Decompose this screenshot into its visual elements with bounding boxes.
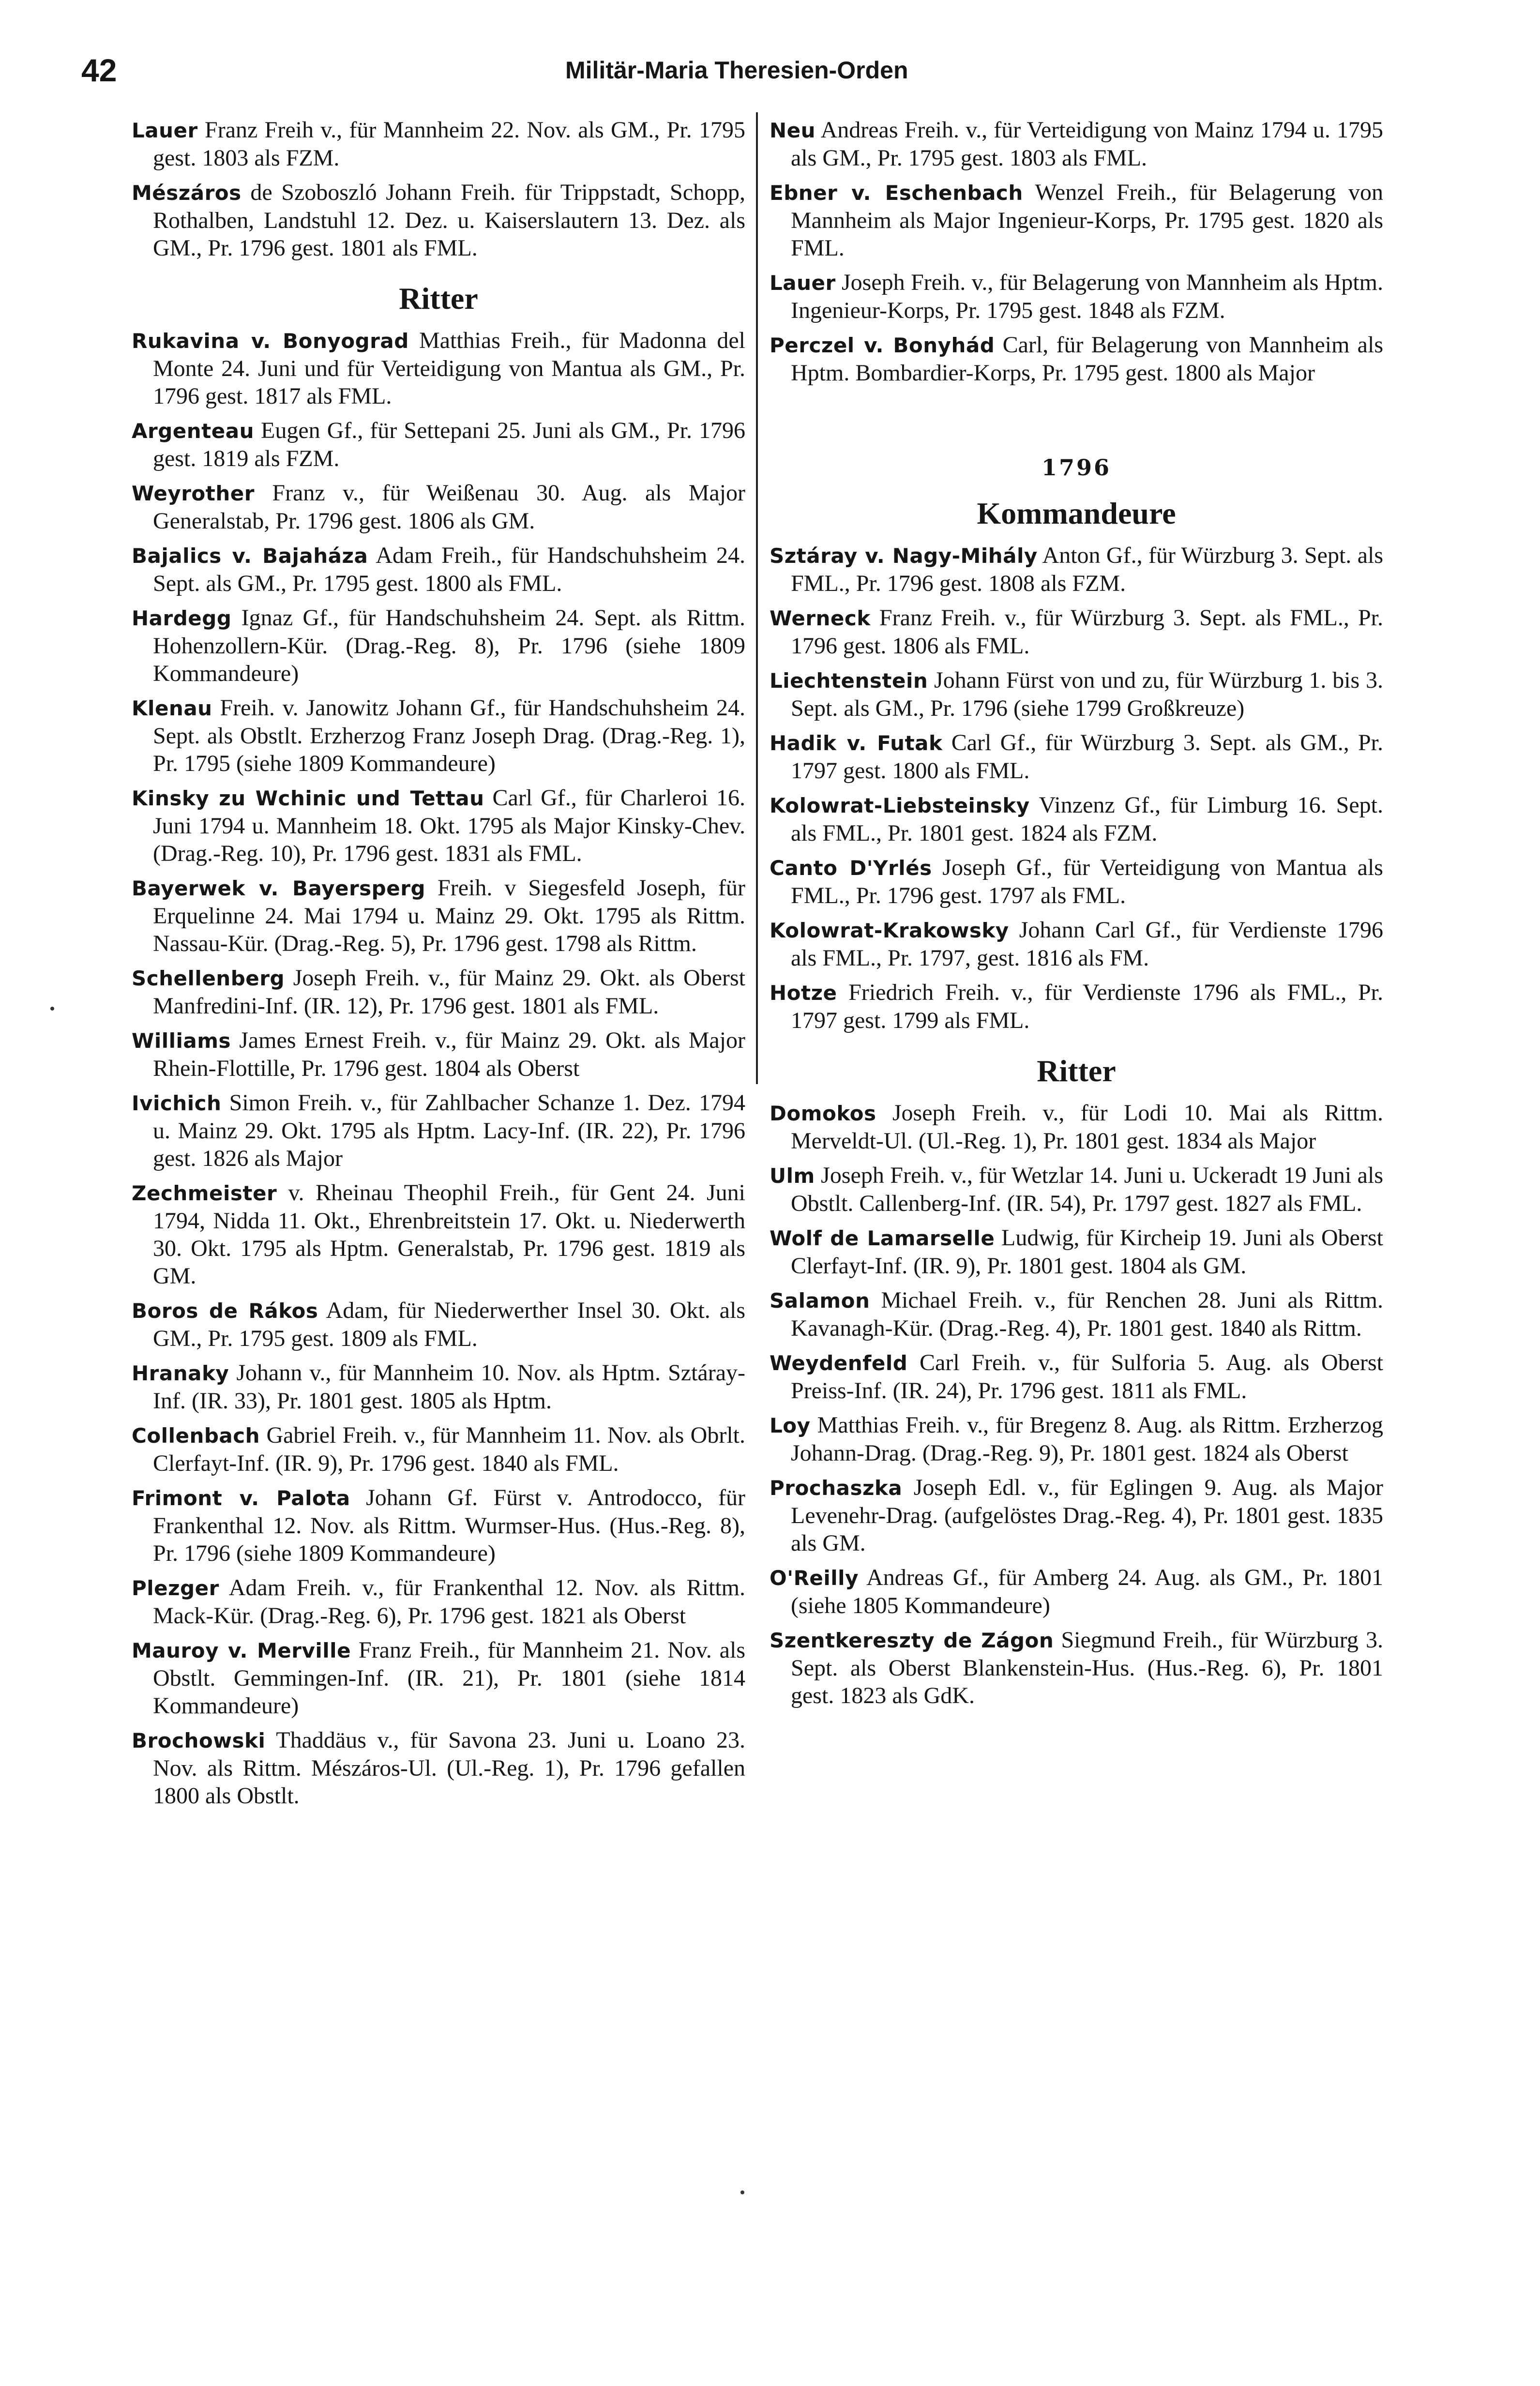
entry-name: Plezger	[132, 1576, 219, 1600]
print-speck	[740, 2190, 744, 2194]
entry	[132, 1359, 745, 1415]
entry-name: Canto D'Yrlés	[770, 856, 932, 880]
entry	[770, 666, 1383, 722]
entry	[770, 791, 1383, 847]
entry	[770, 916, 1383, 972]
entry-list-kommandeure	[770, 542, 1383, 1034]
entry	[770, 269, 1383, 324]
entry	[132, 179, 745, 262]
entry-name: Salamon	[770, 1289, 870, 1313]
entry-text: Joseph Gf., für Verteidigung von Mantua als FML., Pr. 1796 gest. 1797 als FML.	[791, 855, 1383, 908]
entry-text: Joseph Freih. v., für Lodi 10. Mai als Rittm. Merveldt-Ul. (Ul.-Reg. 1), Pr. 1801 gest. 1834 als Major	[791, 1100, 1383, 1154]
entry-text: de Szoboszló Johann Freih. für Trippstadt, Schopp, Rothalben, Landstuhl 12. Dez. u. Kaiserslautern 13. Dez. als GM., Pr. 1796 gest. 1801 als FML.	[153, 180, 745, 261]
entry-name: Liechtenstein	[770, 669, 928, 693]
entry-text: Carl Gf., für Würzburg 3. Sept. als GM., Pr. 1797 gest. 1800 als FML.	[791, 730, 1383, 784]
entry-text: Johann Carl Gf., für Verdienste 1796 als FML., Pr. 1797, gest. 1816 als FM.	[791, 917, 1383, 971]
entry-text: Simon Freih. v., für Zahlbacher Schanze 1. Dez. 1794 u. Mainz 29. Okt. 1795 als Hptm. Lacy-Inf. (IR. 22), Pr. 1796 gest. 1826 als Major	[153, 1090, 745, 1171]
entry-text: Anton Gf., für Würzburg 3. Sept. als FML., Pr. 1796 gest. 1808 als FZM.	[791, 543, 1384, 596]
entry-name: Kolowrat-Krakowsky	[770, 919, 1009, 942]
entry-list-top	[132, 116, 745, 262]
entry-text: Joseph Freih. v., für Mainz 29. Okt. als Oberst Manfredini-Inf. (IR. 12), Pr. 1796 gest. 1801 als FML.	[153, 965, 745, 1019]
entry-name: Hardegg	[132, 606, 232, 630]
entry-text: v. Rheinau Theophil Freih., für Gent 24. Juni 1794, Nidda 11. Okt., Ehrenbreitstein 17. Okt. u. Niederwerth 30. Okt. 1795 als Hptm. Generalstab, Pr. 1796 gest. 1819 als GM.	[153, 1180, 745, 1289]
entry-text: Franz Freih., für Mannheim 21. Nov. als Obstlt. Gemmingen-Inf. (IR. 21), Pr. 1801 (siehe 1814 Kommandeure)	[153, 1637, 746, 1719]
entry-name: Williams	[132, 1029, 231, 1053]
entry	[770, 1162, 1383, 1217]
entry-name: Bajalics v. Bajaháza	[132, 544, 368, 568]
entry	[132, 1089, 745, 1172]
entry-text: Matthias Freih., für Madonna del Monte 24. Juni und für Verteidigung von Mantua als GM., Pr. 1796 gest. 1817 als FML.	[153, 328, 745, 409]
entry-name: Ulm	[770, 1164, 815, 1188]
entry-text: Johann Gf. Fürst v. Antrodocco, für Frankenthal 12. Nov. als Rittm. Wurmser-Hus. (Hus.-Reg. 8), Pr. 1796 (siehe 1809 Kommandeure)	[153, 1485, 746, 1566]
entry	[132, 542, 745, 597]
section-heading-kommandeure: Kommandeure	[977, 496, 1176, 530]
entry-name: Loy	[770, 1414, 811, 1437]
entry	[770, 854, 1383, 909]
entry	[770, 1474, 1383, 1557]
entry	[770, 1564, 1383, 1619]
entry-name: Sztáray v. Nagy-Mihály	[770, 544, 1038, 568]
entry-text: Wenzel Freih., für Belagerung von Mannheim als Major Ingenieur-Korps, Pr. 1795 gest. 1820 als FML.	[791, 180, 1383, 261]
entry	[770, 331, 1383, 387]
entry-name: Argenteau	[132, 419, 254, 443]
entry	[770, 179, 1383, 262]
entry-text: Franz Freih. v., für Würzburg 3. Sept. als FML., Pr. 1796 gest. 1806 als FML.	[791, 605, 1383, 659]
year-heading: 1796	[1041, 454, 1112, 481]
entry	[770, 1411, 1383, 1467]
entry	[132, 1421, 745, 1477]
entry-text: Friedrich Freih. v., für Verdienste 1796 als FML., Pr. 1797 gest. 1799 als FML.	[791, 980, 1383, 1033]
entry-text: Andreas Gf., für Amberg 24. Aug. als GM., Pr. 1801 (siehe 1805 Kommandeure)	[791, 1565, 1383, 1618]
entry-text: Joseph Freih. v., für Wetzlar 14. Juni u. Uckeradt 19 Juni als Obstlt. Callenberg-Inf. (IR. 54), Pr. 1797 gest. 1827 als FML.	[791, 1163, 1383, 1216]
entry	[132, 417, 745, 472]
entry-text: Adam, für Niederwerther Insel 30. Okt. als GM., Pr. 1795 gest. 1809 als FML.	[153, 1298, 746, 1351]
entry-name: Frimont v. Palota	[132, 1486, 350, 1510]
entry-text: Franz v., für Weißenau 30. Aug. als Major Generalstab, Pr. 1796 gest. 1806 als GM.	[153, 480, 745, 534]
entry-text: James Ernest Freih. v., für Mainz 29. Okt. als Major Rhein-Flottille, Pr. 1796 gest. 1804 als Oberst	[153, 1027, 745, 1081]
print-speck	[50, 1007, 54, 1011]
entry-name: Weydenfeld	[770, 1351, 908, 1375]
entry-name: Perczel v. Bonyhád	[770, 333, 995, 357]
entry-name: Rukavina v. Bonyograd	[132, 329, 409, 353]
entry	[132, 479, 745, 535]
column-divider	[756, 112, 758, 1084]
entry-text: Johann v., für Mannheim 10. Nov. als Hptm. Sztáray-Inf. (IR. 33), Pr. 1801 gest. 1805 als Hptm.	[153, 1360, 745, 1414]
entry-list-ritter	[770, 1099, 1383, 1709]
entry-text: Ludwig, für Kircheip 19. Juni als Oberst Clerfayt-Inf. (IR. 9), Pr. 1801 gest. 1804 als GM.	[791, 1225, 1383, 1279]
entry	[132, 1636, 745, 1720]
entry-text: Ignaz Gf., für Handschuhsheim 24. Sept. als Rittm. Hohenzollern-Kür. (Drag.-Reg. 8), Pr. 1796 (siehe 1809 Kommandeure)	[153, 605, 745, 686]
entry	[770, 1626, 1383, 1709]
entry	[770, 729, 1383, 785]
entry	[770, 1099, 1383, 1155]
entry	[770, 1286, 1383, 1342]
page-number: 42	[81, 52, 117, 88]
entry	[132, 1179, 745, 1290]
entry-text: Thaddäus v., für Savona 23. Juni u. Loano 23. Nov. als Rittm. Mészáros-Ul. (Ul.-Reg. 1), Pr. 1796 gefallen 1800 als Obstlt.	[153, 1727, 745, 1809]
entry-name: Szentkereszty de Zágon	[770, 1629, 1054, 1652]
entry-list-top	[770, 116, 1383, 387]
entry	[132, 116, 745, 172]
entry	[770, 542, 1383, 597]
entry	[770, 979, 1383, 1034]
right-column	[770, 116, 1383, 1716]
entry	[770, 604, 1383, 660]
entry	[132, 1726, 745, 1810]
entry	[132, 1484, 745, 1567]
entry	[132, 874, 745, 957]
entry	[770, 1349, 1383, 1404]
entry-text: Joseph Edl. v., für Eglingen 9. Aug. als Major Levenehr-Drag. (aufgelöstes Drag.-Reg. 4), Pr. 1801 gest. 1835 als GM.	[791, 1475, 1383, 1556]
entry-text: Vinzenz Gf., für Limburg 16. Sept. als FML., Pr. 1801 gest. 1824 als FZM.	[791, 792, 1383, 846]
entry-name: Weyrother	[132, 482, 255, 505]
entry-name: Ebner v. Eschenbach	[770, 181, 1023, 205]
entry-name: Werneck	[770, 606, 871, 630]
entry-name: Wolf de Lamarselle	[770, 1226, 995, 1250]
entry	[132, 694, 745, 777]
entry-name: Hadik v. Futak	[770, 731, 943, 755]
entry-name: Boros de Rákos	[132, 1299, 318, 1323]
entry-text: Carl Freih. v., für Sulforia 5. Aug. als Oberst Preiss-Inf. (IR. 24), Pr. 1796 gest. 1811 als FML.	[791, 1350, 1383, 1404]
entry	[770, 116, 1383, 172]
entry	[132, 964, 745, 1020]
entry-name: Collenbach	[132, 1424, 260, 1448]
entry-text: Johann Fürst von und zu, für Würzburg 1. bis 3. Sept. als GM., Pr. 1796 (siehe 1799 Großkreuze)	[791, 667, 1383, 721]
entry-name: Hotze	[770, 981, 837, 1005]
entry-text: Freih. v Siegesfeld Joseph, für Erquelinne 24. Mai 1794 u. Mainz 29. Okt. 1795 als Rittm. Nassau-Kür. (Drag.-Reg. 5), Pr. 1796 gest. 1798 als Rittm.	[153, 875, 745, 956]
entry	[770, 1224, 1383, 1280]
entry-name: Brochowski	[132, 1729, 266, 1752]
entry	[132, 1297, 745, 1352]
entry-text: Gabriel Freih. v., für Mannheim 11. Nov. als Obrlt. Clerfayt-Inf. (IR. 9), Pr. 1796 gest. 1840 als FML.	[153, 1422, 745, 1476]
entry-list-ritter	[132, 327, 745, 1810]
entry-text: Freih. v. Janowitz Johann Gf., für Handschuhsheim 24. Sept. als Obstlt. Erzherzog Franz Joseph Drag. (Drag.-Reg. 1), Pr. 1795 (siehe 1809 Kommandeure)	[153, 695, 745, 776]
entry-name: Prochaszka	[770, 1476, 903, 1500]
entry-text: Carl Gf., für Charleroi 16. Juni 1794 u. Mannheim 18. Okt. 1795 als Major Kinsky-Chev. (Drag.-Reg. 10), Pr. 1796 gest. 1831 als FML.	[153, 785, 745, 866]
section-heading-ritter: Ritter	[399, 281, 478, 316]
entry-name: Mauroy v. Merville	[132, 1639, 351, 1662]
entry-text: Matthias Freih. v., für Bregenz 8. Aug. als Rittm. Erzherzog Johann-Drag. (Drag.-Reg. 9), Pr. 1801 gest. 1824 als Oberst	[791, 1412, 1383, 1466]
entry-text: Siegmund Freih., für Würzburg 3. Sept. als Oberst Blankenstein-Hus. (Hus.-Reg. 6), Pr. 1801 gest. 1823 als GdK.	[791, 1627, 1383, 1708]
entry-text: Carl, für Belagerung von Mannheim als Hptm. Bombardier-Korps, Pr. 1795 gest. 1800 als Major	[791, 332, 1384, 386]
entry-name: Mészáros	[132, 181, 242, 205]
entry-name: Neu	[770, 119, 816, 142]
entry-name: Lauer	[770, 271, 836, 295]
entry-name: Lauer	[132, 119, 198, 142]
entry-text: Adam Freih., für Handschuhsheim 24. Sept. als GM., Pr. 1795 gest. 1800 als FML.	[153, 543, 745, 596]
entry-name: O'Reilly	[770, 1566, 859, 1590]
entry-name: Domokos	[770, 1102, 876, 1125]
entry	[132, 1574, 745, 1630]
entry-text: Eugen Gf., für Settepani 25. Juni als GM., Pr. 1796 gest. 1819 als FZM.	[153, 418, 745, 471]
entry-name: Bayerwek v. Bayersperg	[132, 876, 426, 900]
entry	[132, 784, 745, 867]
running-title: Militär-Maria Theresien-Orden	[565, 57, 908, 84]
entry-name: Klenau	[132, 696, 212, 720]
entry-text: Franz Freih v., für Mannheim 22. Nov. als GM., Pr. 1795 gest. 1803 als FZM.	[153, 117, 745, 171]
entry	[132, 327, 745, 410]
entry-name: Kinsky zu Wchinic und Tettau	[132, 786, 484, 810]
section-heading-ritter: Ritter	[1037, 1054, 1116, 1088]
page-header	[0, 0, 1540, 121]
entry-text: Joseph Freih. v., für Belagerung von Mannheim als Hptm. Ingenieur-Korps, Pr. 1795 gest. 1848 als FZM.	[791, 270, 1383, 323]
entry-text: Michael Freih. v., für Renchen 28. Juni als Rittm. Kavanagh-Kür. (Drag.-Reg. 4), Pr. 1801 gest. 1840 als Rittm.	[791, 1287, 1383, 1341]
entry-name: Ivichich	[132, 1091, 222, 1115]
entry	[132, 1027, 745, 1082]
entry-name: Schellenberg	[132, 966, 285, 990]
entry-name: Zechmeister	[132, 1181, 277, 1205]
entry-text: Adam Freih. v., für Frankenthal 12. Nov. als Rittm. Mack-Kür. (Drag.-Reg. 6), Pr. 1796 gest. 1821 als Oberst	[153, 1575, 745, 1629]
entry-text: Andreas Freih. v., für Verteidigung von Mainz 1794 u. 1795 als GM., Pr. 1795 gest. 1803 als FML.	[791, 117, 1383, 171]
left-column	[132, 116, 745, 1816]
entry-name: Hranaky	[132, 1361, 229, 1385]
entry	[132, 604, 745, 687]
entry-name: Kolowrat-Liebsteinsky	[770, 794, 1030, 817]
